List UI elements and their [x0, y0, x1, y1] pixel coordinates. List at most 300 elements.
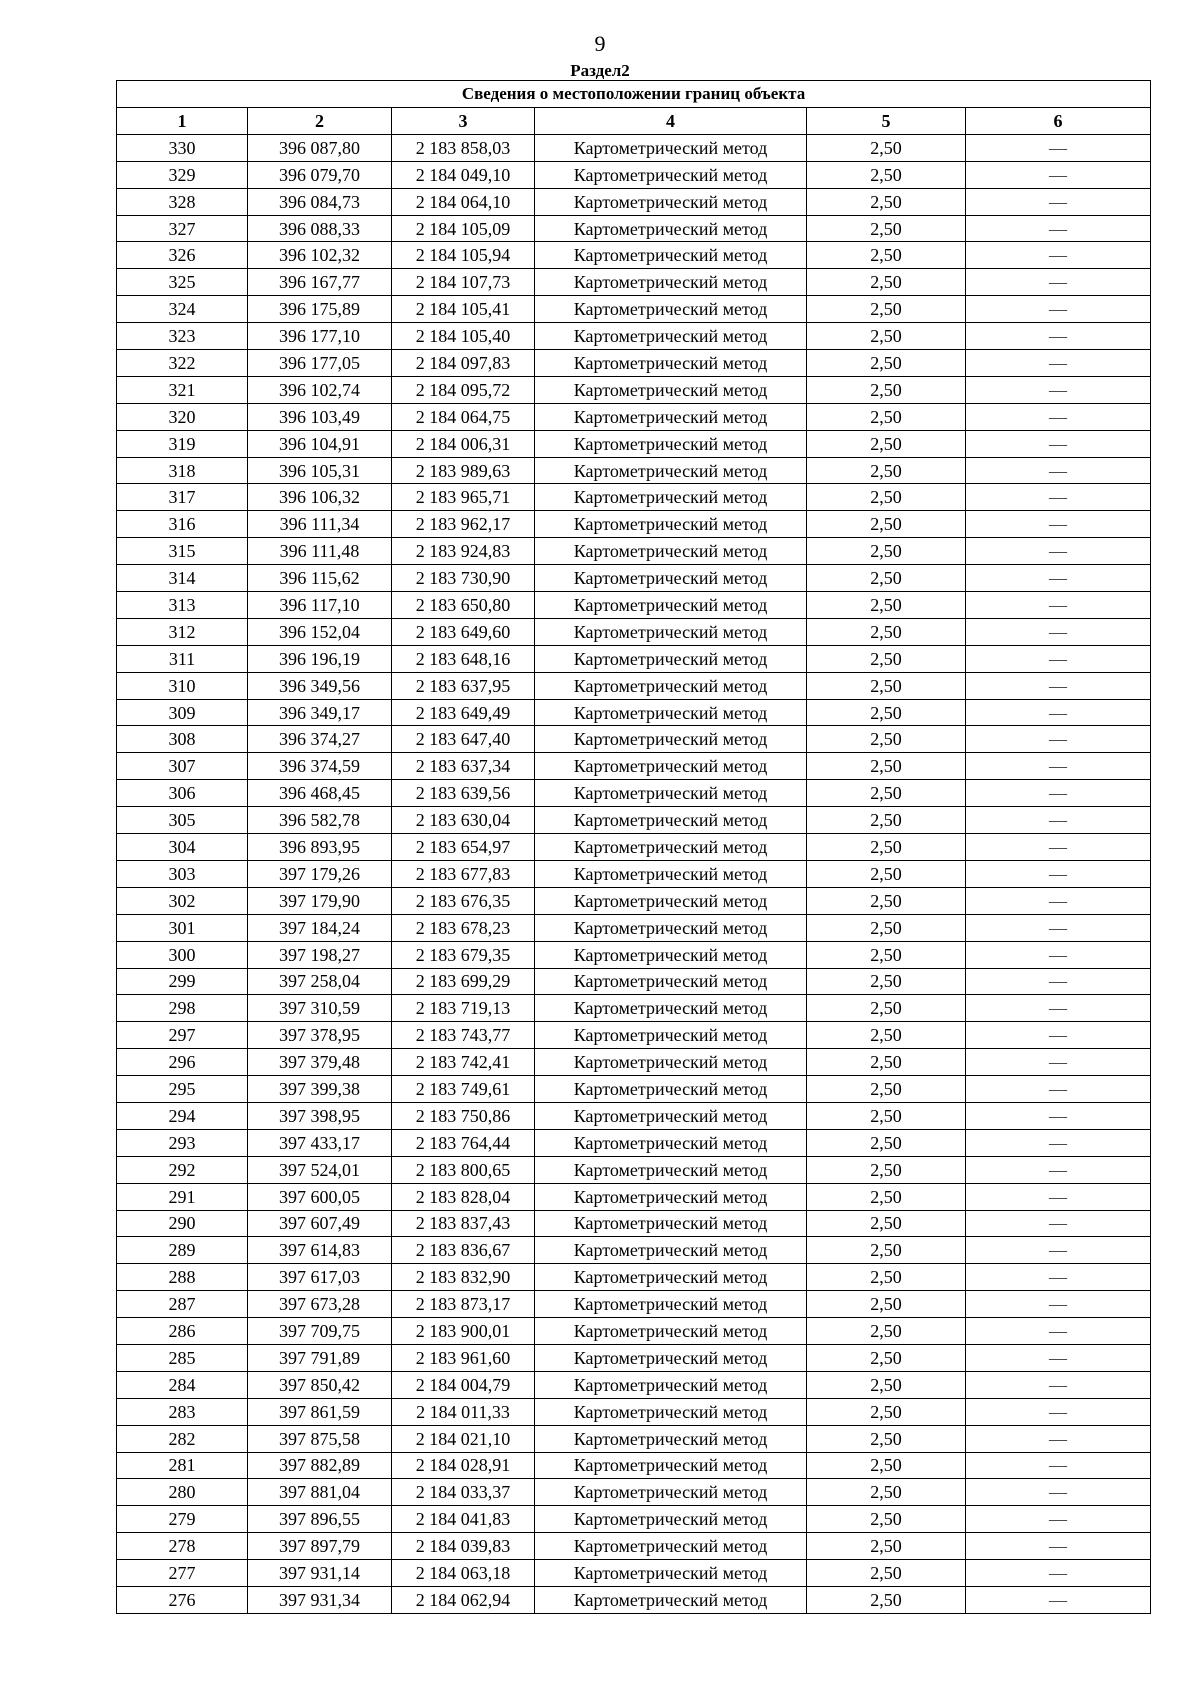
- table-row: [117, 592, 1151, 619]
- accuracy-cell: 2,50: [807, 834, 966, 861]
- description-cell: —: [966, 1210, 1151, 1237]
- determination-method-cell: Картометрический метод: [535, 1237, 807, 1264]
- accuracy-cell: 2,50: [807, 1291, 966, 1318]
- accuracy-cell: 2,50: [807, 807, 966, 834]
- coordinate-y-cell: 2 184 033,37: [392, 1479, 535, 1506]
- accuracy-cell: 2,50: [807, 1560, 966, 1587]
- determination-method-cell: Картометрический метод: [535, 323, 807, 350]
- accuracy-cell: 2,50: [807, 538, 966, 565]
- coordinate-y-cell: 2 183 742,41: [392, 1049, 535, 1076]
- description-cell: —: [966, 323, 1151, 350]
- table-row: [117, 1452, 1151, 1479]
- table-row: [117, 860, 1151, 887]
- coordinate-x-cell: 396 196,19: [248, 645, 392, 672]
- coordinate-x-cell: 396 167,77: [248, 269, 392, 296]
- coordinate-x-cell: 396 105,31: [248, 457, 392, 484]
- coordinate-y-cell: 2 183 900,01: [392, 1318, 535, 1345]
- description-cell: —: [966, 780, 1151, 807]
- coordinate-y-cell: 2 183 630,04: [392, 807, 535, 834]
- table-row: [117, 672, 1151, 699]
- coordinate-x-cell: 396 111,34: [248, 511, 392, 538]
- point-number-cell: 277: [117, 1560, 248, 1587]
- coordinate-y-cell: 2 183 677,83: [392, 860, 535, 887]
- accuracy-cell: 2,50: [807, 1425, 966, 1452]
- point-number-cell: 297: [117, 1022, 248, 1049]
- point-number-cell: 310: [117, 672, 248, 699]
- accuracy-cell: 2,50: [807, 1076, 966, 1103]
- table-row: [117, 1264, 1151, 1291]
- coordinate-y-cell: 2 183 648,16: [392, 645, 535, 672]
- point-number-cell: 308: [117, 726, 248, 753]
- description-cell: —: [966, 672, 1151, 699]
- accuracy-cell: 2,50: [807, 941, 966, 968]
- coordinate-y-cell: 2 184 049,10: [392, 161, 535, 188]
- point-number-cell: 303: [117, 860, 248, 887]
- coordinate-x-cell: 396 468,45: [248, 780, 392, 807]
- point-number-cell: 327: [117, 215, 248, 242]
- coordinate-x-cell: 397 258,04: [248, 968, 392, 995]
- description-cell: —: [966, 1586, 1151, 1613]
- description-cell: —: [966, 376, 1151, 403]
- point-number-cell: 322: [117, 350, 248, 377]
- description-cell: —: [966, 834, 1151, 861]
- table-row: [117, 376, 1151, 403]
- accuracy-cell: 2,50: [807, 296, 966, 323]
- coordinate-x-cell: 397 379,48: [248, 1049, 392, 1076]
- point-number-cell: 325: [117, 269, 248, 296]
- table-row: [117, 645, 1151, 672]
- description-cell: —: [966, 403, 1151, 430]
- accuracy-cell: 2,50: [807, 511, 966, 538]
- description-cell: —: [966, 1398, 1151, 1425]
- coordinate-y-cell: 2 184 107,73: [392, 269, 535, 296]
- table-row: [117, 565, 1151, 592]
- coordinate-x-cell: 397 875,58: [248, 1425, 392, 1452]
- coordinate-y-cell: 2 184 105,09: [392, 215, 535, 242]
- column-number: 6: [966, 108, 1151, 135]
- table-row: [117, 1479, 1151, 1506]
- determination-method-cell: Картометрический метод: [535, 1452, 807, 1479]
- description-cell: —: [966, 1022, 1151, 1049]
- accuracy-cell: 2,50: [807, 323, 966, 350]
- determination-method-cell: Картометрический метод: [535, 403, 807, 430]
- determination-method-cell: Картометрический метод: [535, 1479, 807, 1506]
- table-row: [117, 538, 1151, 565]
- coordinate-x-cell: 396 103,49: [248, 403, 392, 430]
- coordinate-x-cell: 397 398,95: [248, 1102, 392, 1129]
- accuracy-cell: 2,50: [807, 753, 966, 780]
- point-number-cell: 296: [117, 1049, 248, 1076]
- coordinate-x-cell: 396 102,74: [248, 376, 392, 403]
- table-row: [117, 699, 1151, 726]
- determination-method-cell: Картометрический метод: [535, 968, 807, 995]
- determination-method-cell: Картометрический метод: [535, 1425, 807, 1452]
- description-cell: —: [966, 1318, 1151, 1345]
- coordinate-x-cell: 396 374,27: [248, 726, 392, 753]
- determination-method-cell: Картометрический метод: [535, 1533, 807, 1560]
- table-row: [117, 1371, 1151, 1398]
- coordinate-y-cell: 2 183 837,43: [392, 1210, 535, 1237]
- accuracy-cell: 2,50: [807, 645, 966, 672]
- table-row: [117, 1506, 1151, 1533]
- accuracy-cell: 2,50: [807, 484, 966, 511]
- accuracy-cell: 2,50: [807, 565, 966, 592]
- coordinate-x-cell: 397 179,90: [248, 887, 392, 914]
- coordinate-x-cell: 396 117,10: [248, 592, 392, 619]
- coordinate-x-cell: 397 614,83: [248, 1237, 392, 1264]
- coordinate-y-cell: 2 184 105,40: [392, 323, 535, 350]
- coordinate-x-cell: 397 673,28: [248, 1291, 392, 1318]
- point-number-cell: 323: [117, 323, 248, 350]
- coordinate-y-cell: 2 183 730,90: [392, 565, 535, 592]
- determination-method-cell: Картометрический метод: [535, 1210, 807, 1237]
- table-row: [117, 1049, 1151, 1076]
- table-row: [117, 350, 1151, 377]
- coordinate-y-cell: 2 184 063,18: [392, 1560, 535, 1587]
- determination-method-cell: Картометрический метод: [535, 1129, 807, 1156]
- table-row: [117, 726, 1151, 753]
- point-number-cell: 304: [117, 834, 248, 861]
- determination-method-cell: Картометрический метод: [535, 995, 807, 1022]
- description-cell: —: [966, 242, 1151, 269]
- point-number-cell: 283: [117, 1398, 248, 1425]
- table-row: [117, 834, 1151, 861]
- coordinate-x-cell: 397 600,05: [248, 1183, 392, 1210]
- table-row: [117, 242, 1151, 269]
- coordinate-x-cell: 397 791,89: [248, 1344, 392, 1371]
- coordinate-y-cell: 2 183 873,17: [392, 1291, 535, 1318]
- coordinate-y-cell: 2 183 637,34: [392, 753, 535, 780]
- table-row: [117, 1533, 1151, 1560]
- description-cell: —: [966, 188, 1151, 215]
- accuracy-cell: 2,50: [807, 699, 966, 726]
- description-cell: —: [966, 1291, 1151, 1318]
- point-number-cell: 328: [117, 188, 248, 215]
- table-row: [117, 1344, 1151, 1371]
- table-row: [117, 887, 1151, 914]
- description-cell: —: [966, 1452, 1151, 1479]
- coordinate-y-cell: 2 184 021,10: [392, 1425, 535, 1452]
- coordinate-x-cell: 397 179,26: [248, 860, 392, 887]
- description-cell: —: [966, 699, 1151, 726]
- description-cell: —: [966, 914, 1151, 941]
- table-row: [117, 484, 1151, 511]
- column-number: 3: [392, 108, 535, 135]
- description-cell: —: [966, 430, 1151, 457]
- description-cell: —: [966, 457, 1151, 484]
- accuracy-cell: 2,50: [807, 672, 966, 699]
- accuracy-cell: 2,50: [807, 1371, 966, 1398]
- description-cell: —: [966, 860, 1151, 887]
- coordinate-x-cell: 396 115,62: [248, 565, 392, 592]
- coordinate-y-cell: 2 184 039,83: [392, 1533, 535, 1560]
- description-cell: —: [966, 1479, 1151, 1506]
- table-row: [117, 1425, 1151, 1452]
- table-row: [117, 1129, 1151, 1156]
- coordinate-y-cell: 2 183 764,44: [392, 1129, 535, 1156]
- coordinate-y-cell: 2 183 961,60: [392, 1344, 535, 1371]
- description-cell: —: [966, 1425, 1151, 1452]
- coordinate-x-cell: 397 378,95: [248, 1022, 392, 1049]
- coordinate-x-cell: 396 177,05: [248, 350, 392, 377]
- description-cell: —: [966, 618, 1151, 645]
- coordinate-x-cell: 396 152,04: [248, 618, 392, 645]
- description-cell: —: [966, 753, 1151, 780]
- description-cell: —: [966, 565, 1151, 592]
- description-cell: —: [966, 1102, 1151, 1129]
- table-row: [117, 995, 1151, 1022]
- point-number-cell: 307: [117, 753, 248, 780]
- coordinate-y-cell: 2 184 041,83: [392, 1506, 535, 1533]
- determination-method-cell: Картометрический метод: [535, 645, 807, 672]
- description-cell: —: [966, 1533, 1151, 1560]
- coordinate-x-cell: 396 177,10: [248, 323, 392, 350]
- table-row: [117, 753, 1151, 780]
- coordinate-x-cell: 397 861,59: [248, 1398, 392, 1425]
- coordinate-y-cell: 2 183 750,86: [392, 1102, 535, 1129]
- determination-method-cell: Картометрический метод: [535, 1183, 807, 1210]
- table-row: [117, 296, 1151, 323]
- determination-method-cell: Картометрический метод: [535, 914, 807, 941]
- coordinate-y-cell: 2 184 105,94: [392, 242, 535, 269]
- coordinate-y-cell: 2 184 011,33: [392, 1398, 535, 1425]
- point-number-cell: 317: [117, 484, 248, 511]
- description-cell: —: [966, 350, 1151, 377]
- boundary-coordinates-table: [116, 80, 1151, 1614]
- coordinate-y-cell: 2 183 828,04: [392, 1183, 535, 1210]
- point-number-cell: 276: [117, 1586, 248, 1613]
- accuracy-cell: 2,50: [807, 1479, 966, 1506]
- table-row: [117, 511, 1151, 538]
- determination-method-cell: Картометрический метод: [535, 887, 807, 914]
- coordinate-y-cell: 2 184 105,41: [392, 296, 535, 323]
- point-number-cell: 295: [117, 1076, 248, 1103]
- determination-method-cell: Картометрический метод: [535, 188, 807, 215]
- description-cell: —: [966, 1344, 1151, 1371]
- description-cell: —: [966, 887, 1151, 914]
- point-number-cell: 319: [117, 430, 248, 457]
- table-row: [117, 1210, 1151, 1237]
- determination-method-cell: Картометрический метод: [535, 296, 807, 323]
- section-title: Раздел2: [570, 61, 630, 80]
- coordinate-x-cell: 397 931,34: [248, 1586, 392, 1613]
- table-row: [117, 188, 1151, 215]
- coordinate-y-cell: 2 183 678,23: [392, 914, 535, 941]
- determination-method-cell: Картометрический метод: [535, 753, 807, 780]
- description-cell: —: [966, 134, 1151, 161]
- determination-method-cell: Картометрический метод: [535, 565, 807, 592]
- coordinate-y-cell: 2 183 749,61: [392, 1076, 535, 1103]
- accuracy-cell: 2,50: [807, 376, 966, 403]
- determination-method-cell: Картометрический метод: [535, 1102, 807, 1129]
- point-number-cell: 316: [117, 511, 248, 538]
- coordinate-x-cell: 397 399,38: [248, 1076, 392, 1103]
- coordinate-y-cell: 2 183 924,83: [392, 538, 535, 565]
- description-cell: —: [966, 1129, 1151, 1156]
- coordinate-y-cell: 2 183 719,13: [392, 995, 535, 1022]
- determination-method-cell: Картометрический метод: [535, 511, 807, 538]
- accuracy-cell: 2,50: [807, 1210, 966, 1237]
- point-number-cell: 290: [117, 1210, 248, 1237]
- coordinate-x-cell: 396 104,91: [248, 430, 392, 457]
- coordinate-x-cell: 396 374,59: [248, 753, 392, 780]
- determination-method-cell: Картометрический метод: [535, 134, 807, 161]
- table-row: [117, 215, 1151, 242]
- coordinate-x-cell: 397 897,79: [248, 1533, 392, 1560]
- accuracy-cell: 2,50: [807, 457, 966, 484]
- table-row: [117, 941, 1151, 968]
- description-cell: —: [966, 995, 1151, 1022]
- accuracy-cell: 2,50: [807, 1452, 966, 1479]
- coordinate-x-cell: 397 617,03: [248, 1264, 392, 1291]
- accuracy-cell: 2,50: [807, 430, 966, 457]
- determination-method-cell: Картометрический метод: [535, 941, 807, 968]
- point-number-cell: 299: [117, 968, 248, 995]
- description-cell: —: [966, 1156, 1151, 1183]
- table-row: [117, 914, 1151, 941]
- accuracy-cell: 2,50: [807, 1398, 966, 1425]
- point-number-cell: 309: [117, 699, 248, 726]
- coordinate-x-cell: 397 931,14: [248, 1560, 392, 1587]
- table-caption: Сведения о местоположении границ объекта: [117, 81, 1151, 108]
- coordinate-y-cell: 2 183 676,35: [392, 887, 535, 914]
- accuracy-cell: 2,50: [807, 1586, 966, 1613]
- accuracy-cell: 2,50: [807, 592, 966, 619]
- column-number: 5: [807, 108, 966, 135]
- accuracy-cell: 2,50: [807, 1533, 966, 1560]
- coordinate-x-cell: 397 524,01: [248, 1156, 392, 1183]
- accuracy-cell: 2,50: [807, 914, 966, 941]
- point-number-cell: 293: [117, 1129, 248, 1156]
- table-row: [117, 1398, 1151, 1425]
- determination-method-cell: Картометрический метод: [535, 538, 807, 565]
- point-number-cell: 288: [117, 1264, 248, 1291]
- point-number-cell: 313: [117, 592, 248, 619]
- coordinate-x-cell: 396 079,70: [248, 161, 392, 188]
- coordinate-y-cell: 2 184 004,79: [392, 1371, 535, 1398]
- description-cell: —: [966, 161, 1151, 188]
- description-cell: —: [966, 645, 1151, 672]
- coordinate-y-cell: 2 183 649,49: [392, 699, 535, 726]
- table-row: [117, 1291, 1151, 1318]
- coordinate-y-cell: 2 183 743,77: [392, 1022, 535, 1049]
- coordinate-y-cell: 2 183 654,97: [392, 834, 535, 861]
- accuracy-cell: 2,50: [807, 995, 966, 1022]
- coordinate-y-cell: 2 183 836,67: [392, 1237, 535, 1264]
- point-number-cell: 318: [117, 457, 248, 484]
- coordinate-y-cell: 2 183 832,90: [392, 1264, 535, 1291]
- point-number-cell: 314: [117, 565, 248, 592]
- column-number: 1: [117, 108, 248, 135]
- determination-method-cell: Картометрический метод: [535, 1398, 807, 1425]
- point-number-cell: 289: [117, 1237, 248, 1264]
- accuracy-cell: 2,50: [807, 161, 966, 188]
- point-number-cell: 291: [117, 1183, 248, 1210]
- accuracy-cell: 2,50: [807, 1049, 966, 1076]
- point-number-cell: 285: [117, 1344, 248, 1371]
- coordinate-x-cell: 397 850,42: [248, 1371, 392, 1398]
- determination-method-cell: Картометрический метод: [535, 807, 807, 834]
- table-row: [117, 1022, 1151, 1049]
- point-number-cell: 305: [117, 807, 248, 834]
- coordinate-x-cell: 396 582,78: [248, 807, 392, 834]
- determination-method-cell: Картометрический метод: [535, 672, 807, 699]
- description-cell: —: [966, 215, 1151, 242]
- description-cell: —: [966, 1264, 1151, 1291]
- column-number: 2: [248, 108, 392, 135]
- coordinate-x-cell: 396 349,17: [248, 699, 392, 726]
- coordinate-x-cell: 396 106,32: [248, 484, 392, 511]
- coordinate-y-cell: 2 183 962,17: [392, 511, 535, 538]
- description-cell: —: [966, 538, 1151, 565]
- description-cell: —: [966, 484, 1151, 511]
- coordinate-y-cell: 2 183 800,65: [392, 1156, 535, 1183]
- determination-method-cell: Картометрический метод: [535, 618, 807, 645]
- description-cell: —: [966, 1076, 1151, 1103]
- coordinate-y-cell: 2 184 064,10: [392, 188, 535, 215]
- accuracy-cell: 2,50: [807, 1344, 966, 1371]
- column-number: 4: [535, 108, 807, 135]
- coordinate-x-cell: 396 349,56: [248, 672, 392, 699]
- coordinate-x-cell: 396 102,32: [248, 242, 392, 269]
- coordinate-y-cell: 2 184 064,75: [392, 403, 535, 430]
- coordinate-x-cell: 396 893,95: [248, 834, 392, 861]
- point-number-cell: 301: [117, 914, 248, 941]
- accuracy-cell: 2,50: [807, 1506, 966, 1533]
- table-row: [117, 1076, 1151, 1103]
- determination-method-cell: Картометрический метод: [535, 699, 807, 726]
- point-number-cell: 287: [117, 1291, 248, 1318]
- point-number-cell: 282: [117, 1425, 248, 1452]
- coordinate-y-cell: 2 184 095,72: [392, 376, 535, 403]
- point-number-cell: 294: [117, 1102, 248, 1129]
- accuracy-cell: 2,50: [807, 269, 966, 296]
- table-row: [117, 1586, 1151, 1613]
- point-number-cell: 320: [117, 403, 248, 430]
- coordinate-x-cell: 397 433,17: [248, 1129, 392, 1156]
- table-row: [117, 457, 1151, 484]
- description-cell: —: [966, 807, 1151, 834]
- coordinate-x-cell: 396 088,33: [248, 215, 392, 242]
- point-number-cell: 329: [117, 161, 248, 188]
- coordinate-x-cell: 396 111,48: [248, 538, 392, 565]
- table-row: [117, 1102, 1151, 1129]
- description-cell: —: [966, 1560, 1151, 1587]
- determination-method-cell: Картометрический метод: [535, 215, 807, 242]
- coordinate-y-cell: 2 184 028,91: [392, 1452, 535, 1479]
- accuracy-cell: 2,50: [807, 1102, 966, 1129]
- coordinate-x-cell: 397 607,49: [248, 1210, 392, 1237]
- coordinate-x-cell: 396 087,80: [248, 134, 392, 161]
- table-row: [117, 403, 1151, 430]
- accuracy-cell: 2,50: [807, 726, 966, 753]
- point-number-cell: 300: [117, 941, 248, 968]
- description-cell: —: [966, 511, 1151, 538]
- description-cell: —: [966, 941, 1151, 968]
- determination-method-cell: Картометрический метод: [535, 242, 807, 269]
- accuracy-cell: 2,50: [807, 134, 966, 161]
- description-cell: —: [966, 1371, 1151, 1398]
- determination-method-cell: Картометрический метод: [535, 1291, 807, 1318]
- table-row: [117, 1237, 1151, 1264]
- determination-method-cell: Картометрический метод: [535, 860, 807, 887]
- coordinate-x-cell: 397 310,59: [248, 995, 392, 1022]
- determination-method-cell: Картометрический метод: [535, 1076, 807, 1103]
- point-number-cell: 302: [117, 887, 248, 914]
- accuracy-cell: 2,50: [807, 242, 966, 269]
- description-cell: —: [966, 1237, 1151, 1264]
- point-number-cell: 292: [117, 1156, 248, 1183]
